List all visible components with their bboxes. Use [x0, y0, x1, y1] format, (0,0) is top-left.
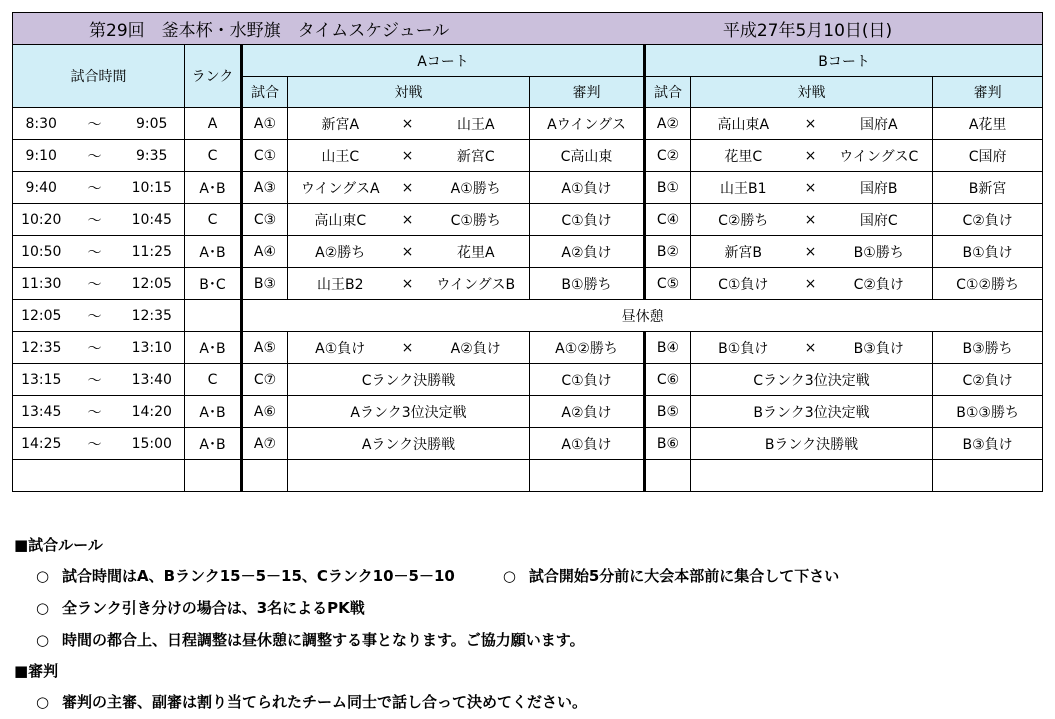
end-time: 12:05	[120, 268, 185, 300]
end-time: 14:20	[120, 396, 185, 428]
a-final-match: Aランク決勝戦	[288, 428, 530, 460]
time-tilde: ～	[70, 236, 120, 268]
table-row	[13, 204, 1043, 236]
header-a-referee: 審判	[530, 77, 645, 108]
b-referee-cell: B③勝ち	[933, 332, 1043, 364]
header-b-game: 試合	[645, 77, 691, 108]
time-tilde: ～	[70, 396, 120, 428]
b-game-cell: B①	[645, 172, 691, 204]
empty-cell	[530, 460, 645, 492]
b-referee-cell: C②負け	[933, 204, 1043, 236]
a-vs-mark: ×	[393, 204, 423, 236]
a-team2: 山王A	[423, 108, 530, 140]
rule-text: 全ランク引き分けの場合は、3名によるPK戦	[62, 599, 365, 617]
start-time: 9:40	[13, 172, 70, 204]
a-team1: 山王C	[288, 140, 393, 172]
a-team2: C①勝ち	[423, 204, 530, 236]
rule-line	[14, 560, 1044, 592]
b-team2: ウイングスC	[826, 140, 933, 172]
a-referee-cell: Aウイングス	[530, 108, 645, 140]
a-game-cell: C③	[242, 204, 288, 236]
empty-cell	[288, 460, 530, 492]
end-time: 10:45	[120, 204, 185, 236]
a-referee-cell: A②負け	[530, 396, 645, 428]
table-row	[13, 268, 1043, 300]
schedule-sheet	[12, 12, 1042, 492]
b-team2: B③負け	[826, 332, 933, 364]
b-referee-cell: A花里	[933, 108, 1043, 140]
start-time: 8:30	[13, 108, 70, 140]
a-game-cell: C⑦	[242, 364, 288, 396]
table-row	[13, 332, 1043, 364]
start-time: 12:35	[13, 332, 70, 364]
b-game-cell: B④	[645, 332, 691, 364]
header-a-game: 試合	[242, 77, 288, 108]
b-referee-cell: B新宮	[933, 172, 1043, 204]
time-tilde: ～	[70, 268, 120, 300]
rank-cell: C	[185, 364, 242, 396]
empty-cell	[691, 460, 933, 492]
header-rank: ランク	[185, 45, 242, 108]
b-team1: 山王B1	[691, 172, 796, 204]
b-team1: 新宮B	[691, 236, 796, 268]
b-referee-cell: C①②勝ち	[933, 268, 1043, 300]
b-referee-cell: B①③勝ち	[933, 396, 1043, 428]
rule-text: 審判の主審、副審は割り当てられたチーム同士で話し合って決めてください。	[62, 693, 588, 711]
time-tilde: ～	[70, 428, 120, 460]
b-referee-cell: B③負け	[933, 428, 1043, 460]
header-court-a: Aコート	[242, 45, 645, 77]
rule-text: 試合開始5分前に大会本部前に集合して下さい	[528, 567, 840, 585]
rank-cell: C	[185, 204, 242, 236]
a-final-match: Cランク決勝戦	[288, 364, 530, 396]
start-time: 13:15	[13, 364, 70, 396]
bullet-circle-icon: ○	[36, 693, 50, 711]
page-title: 第29回 釜本杯・水野旗 タイムスケジュール	[89, 21, 450, 41]
a-team2: A②負け	[423, 332, 530, 364]
rank-cell: A･B	[185, 396, 242, 428]
a-team2: 新宮C	[423, 140, 530, 172]
rules-section	[14, 530, 1044, 718]
b-game-cell: B⑤	[645, 396, 691, 428]
a-referee-cell: C高山東	[530, 140, 645, 172]
b-team2: B①勝ち	[826, 236, 933, 268]
a-vs-mark: ×	[393, 108, 423, 140]
a-team1: A①負け	[288, 332, 393, 364]
start-time: 11:30	[13, 268, 70, 300]
rule-text: 時間の都合上、日程調整は昼休憩に調整する事となります。ご協力願います。	[62, 631, 585, 649]
event-date: 平成27年5月10日(日)	[722, 21, 893, 41]
end-time: 9:35	[120, 140, 185, 172]
rank-cell: A･B	[185, 428, 242, 460]
b-game-cell: C⑥	[645, 364, 691, 396]
a-vs-mark: ×	[393, 268, 423, 300]
rank-cell: A･B	[185, 236, 242, 268]
rank-cell: A	[185, 108, 242, 140]
a-referee-cell: A①負け	[530, 428, 645, 460]
end-time: 10:15	[120, 172, 185, 204]
b-team2: 国府B	[826, 172, 933, 204]
header-court-b: Bコート	[645, 45, 1043, 77]
a-vs-mark: ×	[393, 236, 423, 268]
a-team1: 高山東C	[288, 204, 393, 236]
end-time: 13:10	[120, 332, 185, 364]
rule-line	[14, 624, 1044, 656]
rank-cell: B･C	[185, 268, 242, 300]
a-game-cell: C①	[242, 140, 288, 172]
b-game-cell: A②	[645, 108, 691, 140]
a-game-cell: B③	[242, 268, 288, 300]
b-team2: 国府C	[826, 204, 933, 236]
time-tilde: ～	[70, 364, 120, 396]
end-time: 11:25	[120, 236, 185, 268]
a-game-cell: A③	[242, 172, 288, 204]
a-final-match: Aランク3位決定戦	[288, 396, 530, 428]
referee-heading: ■審判	[14, 662, 59, 680]
a-team1: 新宮A	[288, 108, 393, 140]
bullet-circle-icon: ○	[502, 567, 516, 585]
time-tilde: ～	[70, 204, 120, 236]
a-team2: 花里A	[423, 236, 530, 268]
a-referee-cell: C①負け	[530, 364, 645, 396]
time-tilde: ～	[70, 140, 120, 172]
time-tilde: ～	[70, 108, 120, 140]
start-time: 10:50	[13, 236, 70, 268]
table-row	[13, 172, 1043, 204]
rules-heading: ■試合ルール	[14, 536, 103, 554]
b-vs-mark: ×	[796, 108, 826, 140]
b-referee-cell: C国府	[933, 140, 1043, 172]
b-vs-mark: ×	[796, 332, 826, 364]
end-time: 13:40	[120, 364, 185, 396]
b-team1: C①負け	[691, 268, 796, 300]
header-b-versus: 対戦	[691, 77, 933, 108]
bullet-circle-icon: ○	[36, 631, 50, 649]
b-referee-cell: B①負け	[933, 236, 1043, 268]
table-row	[13, 140, 1043, 172]
a-vs-mark: ×	[393, 332, 423, 364]
b-vs-mark: ×	[796, 268, 826, 300]
b-final-match: Cランク3位決定戦	[691, 364, 933, 396]
empty-cell	[242, 460, 288, 492]
b-team1: 花里C	[691, 140, 796, 172]
b-vs-mark: ×	[796, 140, 826, 172]
a-game-cell: A⑦	[242, 428, 288, 460]
b-referee-cell: C②負け	[933, 364, 1043, 396]
rule-line	[14, 592, 1044, 624]
header-match-time: 試合時間	[13, 45, 185, 108]
b-vs-mark: ×	[796, 236, 826, 268]
table-row	[13, 364, 1043, 396]
rank-cell: C	[185, 140, 242, 172]
b-game-cell: C②	[645, 140, 691, 172]
b-team1: C②勝ち	[691, 204, 796, 236]
table-row	[13, 236, 1043, 268]
b-game-cell: C⑤	[645, 268, 691, 300]
start-time: 9:10	[13, 140, 70, 172]
a-game-cell: A⑥	[242, 396, 288, 428]
b-vs-mark: ×	[796, 172, 826, 204]
empty-cell	[13, 460, 185, 492]
b-game-cell: B②	[645, 236, 691, 268]
lunch-row	[13, 300, 1043, 332]
start-time: 14:25	[13, 428, 70, 460]
table-row	[13, 108, 1043, 140]
b-game-cell: B⑥	[645, 428, 691, 460]
rank-cell: A･B	[185, 332, 242, 364]
a-referee-cell: B①勝ち	[530, 268, 645, 300]
time-tilde: ～	[70, 300, 120, 332]
b-team2: 国府A	[826, 108, 933, 140]
b-final-match: Bランク決勝戦	[691, 428, 933, 460]
start-time: 12:05	[13, 300, 70, 332]
schedule-table	[12, 12, 1043, 492]
b-game-cell: C④	[645, 204, 691, 236]
b-team1: B①負け	[691, 332, 796, 364]
a-vs-mark: ×	[393, 172, 423, 204]
table-row	[13, 396, 1043, 428]
empty-cell	[645, 460, 691, 492]
b-final-match: Bランク3位決定戦	[691, 396, 933, 428]
a-game-cell: A④	[242, 236, 288, 268]
header-b-referee: 審判	[933, 77, 1043, 108]
a-game-cell: A①	[242, 108, 288, 140]
a-referee-cell: A①②勝ち	[530, 332, 645, 364]
b-vs-mark: ×	[796, 204, 826, 236]
a-referee-cell: A①負け	[530, 172, 645, 204]
b-team2: C②負け	[826, 268, 933, 300]
start-time: 13:45	[13, 396, 70, 428]
start-time: 10:20	[13, 204, 70, 236]
a-vs-mark: ×	[393, 140, 423, 172]
table-row	[13, 428, 1043, 460]
time-tilde: ～	[70, 332, 120, 364]
a-team2: A①勝ち	[423, 172, 530, 204]
rank-cell: A･B	[185, 172, 242, 204]
empty-cell	[933, 460, 1043, 492]
a-referee-cell: C①負け	[530, 204, 645, 236]
lunch-break-label: 昼休憩	[242, 300, 1043, 332]
end-time: 15:00	[120, 428, 185, 460]
a-team1: 山王B2	[288, 268, 393, 300]
end-time: 12:35	[120, 300, 185, 332]
a-team1: ウイングスA	[288, 172, 393, 204]
empty-row	[13, 460, 1043, 492]
rank-cell	[185, 300, 242, 332]
b-team1: 高山東A	[691, 108, 796, 140]
empty-cell	[185, 460, 242, 492]
a-team2: ウイングスB	[423, 268, 530, 300]
title-cell	[13, 13, 1043, 45]
a-referee-cell: A②負け	[530, 236, 645, 268]
a-team1: A②勝ち	[288, 236, 393, 268]
time-tilde: ～	[70, 172, 120, 204]
rule-line	[14, 686, 1044, 718]
rule-text: 試合時間はA、Bランク15－5－15、Cランク10－5－10	[62, 567, 455, 585]
bullet-circle-icon: ○	[36, 567, 50, 585]
bullet-circle-icon: ○	[36, 599, 50, 617]
end-time: 9:05	[120, 108, 185, 140]
a-game-cell: A⑤	[242, 332, 288, 364]
header-a-versus: 対戦	[288, 77, 530, 108]
